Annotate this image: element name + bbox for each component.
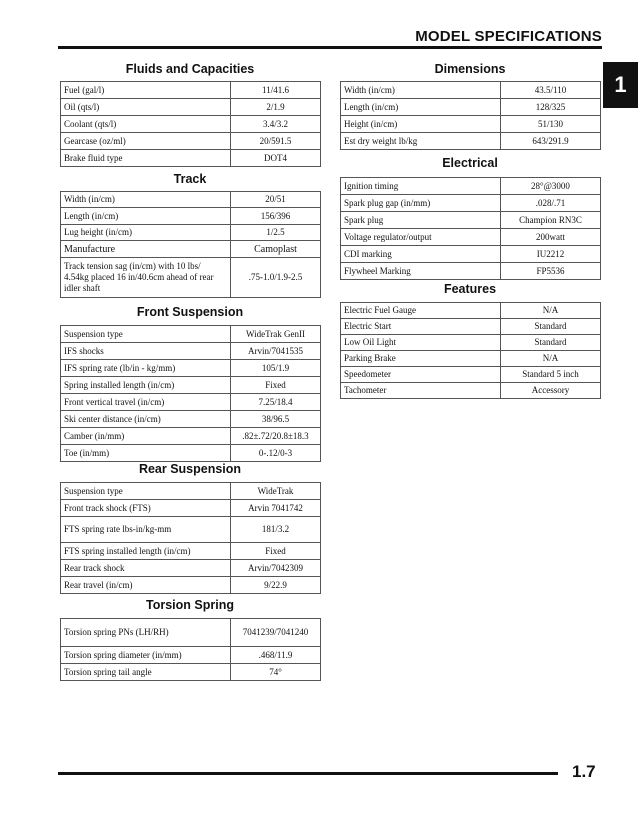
table-row	[341, 99, 601, 116]
spec-label: Manufacture	[61, 241, 231, 258]
footer-rule	[58, 772, 558, 775]
table-row	[61, 394, 321, 411]
spec-label: Spring installed length (in/cm)	[61, 377, 231, 394]
spec-label: Width (in/cm)	[61, 192, 231, 208]
chapter-tab: 1	[603, 62, 638, 108]
front-suspension-table	[60, 325, 321, 462]
spec-value: 28°@3000	[501, 178, 601, 195]
spec-value: IU2212	[501, 246, 601, 263]
spec-value: Arvin 7041742	[231, 500, 321, 517]
spec-label: Front track shock (FTS)	[61, 500, 231, 517]
track-table	[60, 191, 321, 298]
table-row	[61, 377, 321, 394]
spec-label: Suspension type	[61, 326, 231, 343]
spec-value: 38/96.5	[231, 411, 321, 428]
spec-value: Camoplast	[231, 241, 321, 258]
track-title: Track	[173, 172, 207, 186]
spec-value: 200watt	[501, 229, 601, 246]
spec-label: IFS shocks	[61, 343, 231, 360]
spec-label: IFS spring rate (lb/in - kg/mm)	[61, 360, 231, 377]
table-row	[61, 560, 321, 577]
spec-value: .82±.72/20.8±18.3	[231, 428, 321, 445]
electrical-title: Electrical	[442, 156, 498, 170]
spec-label: Lug height (in/cm)	[61, 225, 231, 241]
table-row	[61, 360, 321, 377]
front-suspension-title: Front Suspension	[136, 305, 244, 319]
spec-label: Electric Fuel Gauge	[341, 303, 501, 319]
table-row	[61, 326, 321, 343]
spec-label: Torsion spring PNs (LH/RH)	[61, 619, 231, 647]
spec-value: Fixed	[231, 377, 321, 394]
table-row	[61, 225, 321, 241]
spec-label: Ignition timing	[341, 178, 501, 195]
dimensions-table	[340, 81, 601, 150]
spec-value: Accessory	[501, 383, 601, 399]
spec-value: 3.4/3.2	[231, 116, 321, 133]
electrical-table	[340, 177, 601, 280]
spec-value: .75-1.0/1.9-2.5	[231, 258, 321, 298]
table-row	[341, 383, 601, 399]
spec-label: Oil (qts/l)	[61, 99, 231, 116]
spec-label: Brake fluid type	[61, 150, 231, 167]
spec-label: Spark plug gap (in/mm)	[341, 195, 501, 212]
spec-value: Champion RN3C	[501, 212, 601, 229]
spec-label: Fuel (gal/l)	[61, 82, 231, 99]
spec-value: N/A	[501, 351, 601, 367]
spec-value: DOT4	[231, 150, 321, 167]
spec-label: Gearcase (oz/ml)	[61, 133, 231, 150]
table-row	[61, 647, 321, 664]
spec-label: FTS spring rate lbs-in/kg-mm	[61, 517, 231, 543]
table-row	[341, 303, 601, 319]
spec-label: Camber (in/mm)	[61, 428, 231, 445]
table-row	[61, 133, 321, 150]
spec-value: 9/22.9	[231, 577, 321, 594]
spec-label: Length (in/cm)	[341, 99, 501, 116]
spec-label: Tachometer	[341, 383, 501, 399]
table-row	[61, 116, 321, 133]
spec-value: .028/.71	[501, 195, 601, 212]
table-row	[341, 367, 601, 383]
spec-value: 156/396	[231, 208, 321, 225]
spec-value: 74°	[231, 664, 321, 681]
spec-value: WideTrak GenII	[231, 326, 321, 343]
rear-suspension-title: Rear Suspension	[138, 462, 242, 476]
spec-value: FP5536	[501, 263, 601, 280]
table-row	[61, 258, 321, 298]
spec-value: Standard	[501, 319, 601, 335]
table-row	[61, 428, 321, 445]
spec-label: Speedometer	[341, 367, 501, 383]
spec-value: 20/51	[231, 192, 321, 208]
spec-value: 128/325	[501, 99, 601, 116]
spec-value: Standard	[501, 335, 601, 351]
spec-value: 105/1.9	[231, 360, 321, 377]
spec-value: 7041239/7041240	[231, 619, 321, 647]
spec-value: 2/1.9	[231, 99, 321, 116]
table-row	[341, 335, 601, 351]
table-row	[61, 500, 321, 517]
table-row	[61, 343, 321, 360]
table-row	[341, 195, 601, 212]
table-row	[341, 178, 601, 195]
spec-value: WideTrak	[231, 483, 321, 500]
spec-label: Rear track shock	[61, 560, 231, 577]
spec-label: Width (in/cm)	[341, 82, 501, 99]
spec-label: Length (in/cm)	[61, 208, 231, 225]
table-row	[341, 319, 601, 335]
spec-label: Voltage regulator/output	[341, 229, 501, 246]
dimensions-title: Dimensions	[434, 62, 506, 76]
spec-value: Standard 5 inch	[501, 367, 601, 383]
spec-label: Front vertical travel (in/cm)	[61, 394, 231, 411]
table-row	[341, 82, 601, 99]
table-row	[61, 619, 321, 647]
table-row	[61, 517, 321, 543]
features-table	[340, 302, 601, 399]
spec-label: Suspension type	[61, 483, 231, 500]
spec-label: Spark plug	[341, 212, 501, 229]
spec-value: .468/11.9	[231, 647, 321, 664]
fluids-table	[60, 81, 321, 167]
table-row	[61, 150, 321, 167]
table-row	[61, 82, 321, 99]
table-row	[61, 664, 321, 681]
spec-value: 181/3.2	[231, 517, 321, 543]
page-header-title: MODEL SPECIFICATIONS	[415, 28, 602, 45]
spec-value: 51/130	[501, 116, 601, 133]
header-rule	[58, 46, 602, 49]
table-row	[61, 483, 321, 500]
spec-label: FTS spring installed length (in/cm)	[61, 543, 231, 560]
table-row	[61, 577, 321, 594]
spec-value: 0-.12/0-3	[231, 445, 321, 462]
table-row	[341, 212, 601, 229]
torsion-spring-title: Torsion Spring	[146, 598, 234, 612]
spec-label: CDI marking	[341, 246, 501, 263]
spec-value: 43.5/110	[501, 82, 601, 99]
fluids-title: Fluids and Capacities	[125, 62, 255, 76]
spec-value: Fixed	[231, 543, 321, 560]
spec-label: Low Oil Light	[341, 335, 501, 351]
table-row	[61, 192, 321, 208]
table-row	[61, 411, 321, 428]
spec-label: Est dry weight lb/kg	[341, 133, 501, 150]
spec-value: Arvin/7041535	[231, 343, 321, 360]
page-number: 1.7	[572, 762, 596, 781]
spec-label: Torsion spring diameter (in/mm)	[61, 647, 231, 664]
spec-label: Height (in/cm)	[341, 116, 501, 133]
table-row	[341, 133, 601, 150]
table-row	[341, 263, 601, 280]
spec-label: Torsion spring tail angle	[61, 664, 231, 681]
spec-value: Arvin/7042309	[231, 560, 321, 577]
spec-value: 7.25/18.4	[231, 394, 321, 411]
table-row	[341, 246, 601, 263]
spec-label: Rear travel (in/cm)	[61, 577, 231, 594]
spec-value: 11/41.6	[231, 82, 321, 99]
spec-label: Flywheel Marking	[341, 263, 501, 280]
table-row	[61, 208, 321, 225]
spec-label: Coolant (qts/l)	[61, 116, 231, 133]
table-row	[61, 543, 321, 560]
rear-suspension-table	[60, 482, 321, 594]
spec-label: Electric Start	[341, 319, 501, 335]
spec-label: Ski center distance (in/cm)	[61, 411, 231, 428]
torsion-spring-table	[60, 618, 321, 681]
table-row	[61, 445, 321, 462]
spec-value: 20/591.5	[231, 133, 321, 150]
spec-value: N/A	[501, 303, 601, 319]
table-row	[61, 99, 321, 116]
spec-label: Track tension sag (in/cm) with 10 lbs/ 4.54kg placed 16 in/40.6cm ahead of rear idler shaft	[61, 258, 231, 298]
spec-value: 1/2.5	[231, 225, 321, 241]
table-row	[341, 116, 601, 133]
table-row	[341, 229, 601, 246]
spec-label: Parking Brake	[341, 351, 501, 367]
table-row	[341, 351, 601, 367]
table-row	[61, 241, 321, 258]
features-title: Features	[443, 282, 497, 296]
spec-value: 643/291.9	[501, 133, 601, 150]
spec-label: Toe (in/mm)	[61, 445, 231, 462]
